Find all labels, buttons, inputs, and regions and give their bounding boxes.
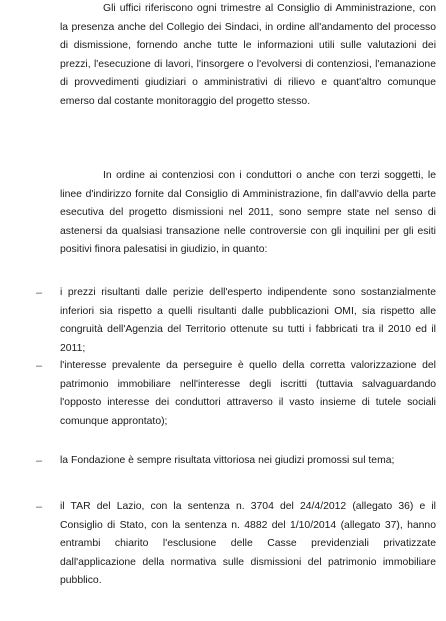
paragraph-reporting [60, 0, 436, 112]
bullet-prices: i prezzi risultanti dalle perizie dell'esperto indipendente sono sostanzialmente inferiori sia rispetto a quelli risultanti dalle pubblicazioni OMI, sia rispetto alle congruità dell'Agenzia del Territorio ottenute su tutti i fabbricati tra il 2010 ed il 2011; [60, 287, 436, 354]
bullet-dash-1: – [36, 287, 43, 299]
bullet-foundation: la Fondazione è sempre risultata vittoriosa nei giudizi promossi sul tema; [60, 455, 395, 466]
bullet-dash-4: – [36, 501, 43, 513]
bullet-dash-3: – [36, 455, 43, 467]
paragraph-1-text: Gli uffici riferiscono ogni trimestre al Consiglio di Amministrazione, con la presenza anche del Collegio dei Sindaci, in ordine all'andamento del processo di dismissione, fornendo anche tutte le informazioni utili sulle valutazioni dei prezzi, l'esecuzione di lavori, l'insorgere o l'evolversi di contenziosi, l'emanazione di provvedimenti giudiziari o amministrativi di rilievo e quant'altro comunque emerso dal costante monitoraggio del progetto stesso. [60, 3, 436, 107]
bullet-dash-2: – [36, 360, 43, 372]
paragraph-litigation [60, 167, 436, 260]
page-footer-mark [212, 608, 226, 618]
bullet-court-rulings: il TAR del Lazio, con la sentenza n. 3704 del 24/4/2012 (allegato 36) e il Consiglio di Stato, con la sentenza n. 4882 del 1/10/2014 (allegato 37), hanno entrambi chiarito l'esclusione delle Casse previdenziali privatizzate dall'applicazione della normativa sulle dismissioni del patrimonio immobiliare pubblico. [60, 501, 436, 587]
paragraph-2-text: In ordine ai contenziosi con i conduttori o anche con terzi soggetti, le linee d'indirizzo fornite dal Consiglio di Amministrazione, fin dall'avvio della parte esecutiva del progetto dismissioni nel 2011, sono sempre state nel senso di astenersi da qualsiasi transazione nelle controversie con gli inquilini per gli esiti positivi finora palesatisi in giudizio, in quanto: [60, 170, 436, 256]
bullet-interest: l'interesse prevalente da perseguire è quello della corretta valorizzazione del patrimonio immobiliare nell'interesse degli iscritti (tuttavia salvaguardando l'opposto interesse dei conduttori attraverso il vasto insieme di tutele sociali comunque approntato); [60, 360, 436, 427]
